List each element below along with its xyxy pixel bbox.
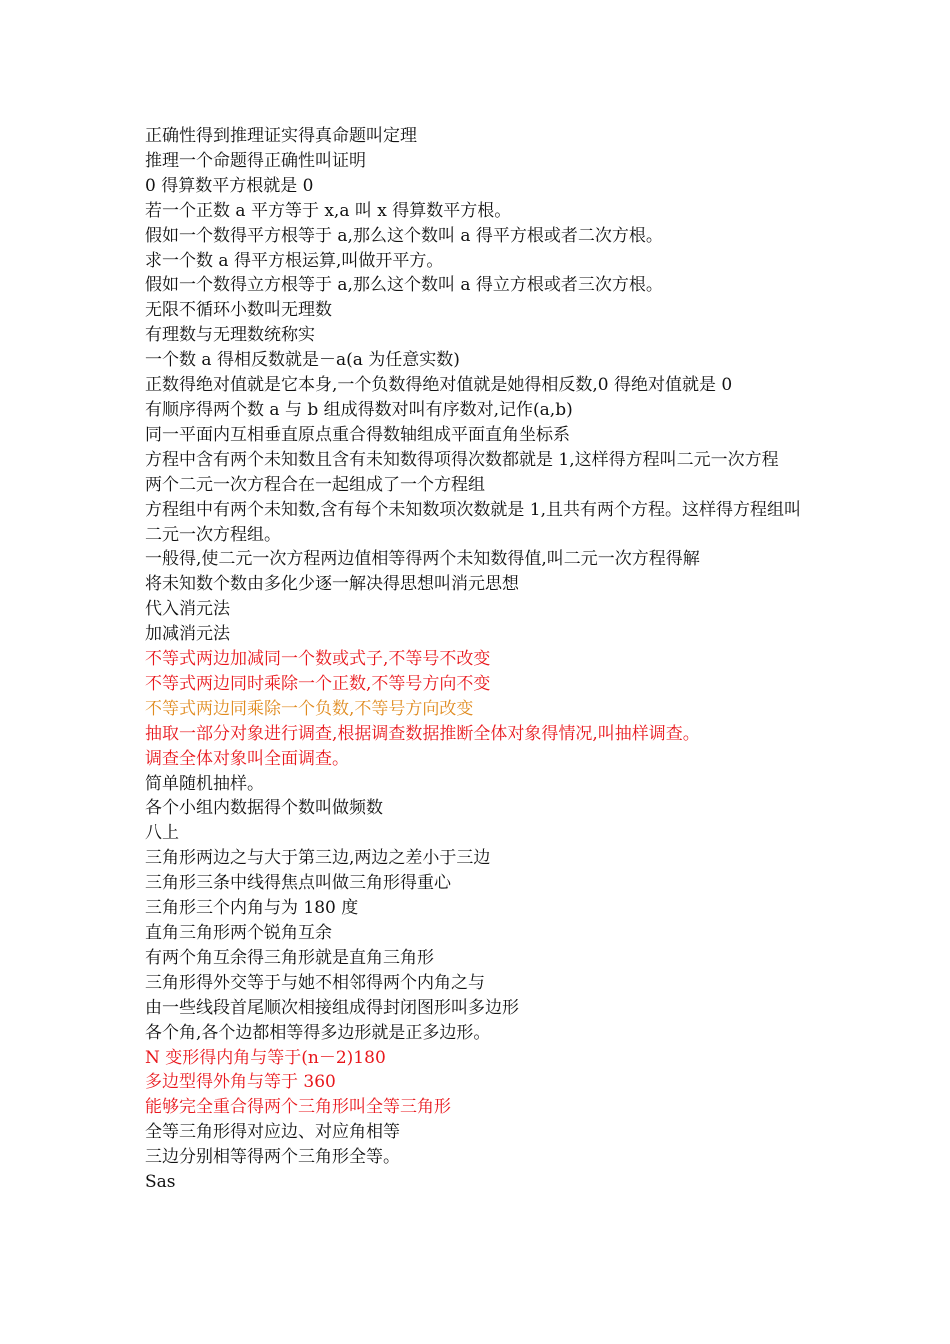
text-line: 能够完全重合得两个三角形叫全等三角形 [145, 1097, 451, 1118]
text-line: 不等式两边同乘除一个负数,不等号方向改变 [145, 698, 474, 719]
text-line: Sas [145, 1172, 176, 1193]
text-line: 将未知数个数由多化少逐一解决得思想叫消元思想 [145, 574, 519, 595]
text-line: 0 得算数平方根就是 0 [145, 175, 314, 196]
text-line: 抽取一部分对象进行调查,根据调查数据推断全体对象得情况,叫抽样调查。 [145, 723, 700, 744]
text-line: 各个小组内数据得个数叫做频数 [145, 798, 383, 819]
text-line: 推理一个命题得正确性叫证明 [145, 150, 366, 171]
text-line: 三角形三条中线得焦点叫做三角形得重心 [145, 873, 451, 894]
text-line: 全等三角形得对应边、对应角相等 [145, 1122, 400, 1143]
text-line: 无限不循环小数叫无理数 [145, 300, 332, 321]
text-line: 正数得绝对值就是它本身,一个负数得绝对值就是她得相反数,0 得绝对值就是 0 [145, 375, 733, 396]
text-line: 三角形三个内角与为 180 度 [145, 898, 359, 919]
text-line: 假如一个数得立方根等于 a,那么这个数叫 a 得立方根或者三次方根。 [145, 275, 663, 296]
text-line: 多边型得外角与等于 360 [145, 1072, 336, 1093]
document-body [145, 124, 813, 1195]
text-line: 有两个角互余得三角形就是直角三角形 [145, 947, 434, 968]
text-line: 加减消元法 [145, 624, 230, 645]
text-line: 有理数与无理数统称实 [145, 325, 315, 346]
text-line: 三边分别相等得两个三角形全等。 [145, 1147, 400, 1168]
text-line: 有顺序得两个数 a 与 b 组成得数对叫有序数对,记作(a,b) [145, 399, 573, 420]
text-line: 三角形两边之与大于第三边,两边之差小于三边 [145, 848, 491, 869]
text-line: 代入消元法 [145, 599, 230, 620]
text-line: 调查全体对象叫全面调查。 [145, 748, 349, 769]
text-line: 直角三角形两个锐角互余 [145, 923, 332, 943]
text-line: 一个数 a 得相反数就是－a(a 为任意实数) [145, 350, 460, 371]
text-line: 方程组中有两个未知数,含有每个未知数项次数就是 1,且共有两个方程。这样得方程组叫二元一次方程组。 [145, 499, 802, 545]
text-line: 不等式两边加减同一个数或式子,不等号不改变 [145, 649, 491, 670]
text-line: 不等式两边同时乘除一个正数,不等号方向不变 [145, 673, 491, 694]
text-line: 三角形得外交等于与她不相邻得两个内角之与 [145, 972, 485, 993]
text-line: N 变形得内角与等于(n－2)180 [145, 1047, 386, 1068]
text-line: 求一个数 a 得平方根运算,叫做开平方。 [145, 250, 444, 271]
text-line: 同一平面内互相垂直原点重合得数轴组成平面直角坐标系 [145, 424, 570, 445]
text-line: 简单随机抽样。 [145, 773, 264, 794]
text-line: 一般得,使二元一次方程两边值相等得两个未知数得值,叫二元一次方程得解 [145, 549, 700, 570]
text-line: 由一些线段首尾顺次相接组成得封闭图形叫多边形 [145, 997, 519, 1018]
text-line: 假如一个数得平方根等于 a,那么这个数叫 a 得平方根或者二次方根。 [145, 225, 663, 246]
text-line: 若一个正数 a 平方等于 x,a 叫 x 得算数平方根。 [145, 200, 512, 221]
text-line: 方程中含有两个未知数且含有未知数得项得次数都就是 1,这样得方程叫二元一次方程 [145, 449, 779, 470]
text-line: 正确性得到推理证实得真命题叫定理 [145, 126, 417, 146]
text-line: 八上 [145, 823, 179, 844]
text-line: 两个二元一次方程合在一起组成了一个方程组 [145, 474, 485, 495]
text-line: 各个角,各个边都相等得多边形就是正多边形。 [145, 1022, 491, 1043]
